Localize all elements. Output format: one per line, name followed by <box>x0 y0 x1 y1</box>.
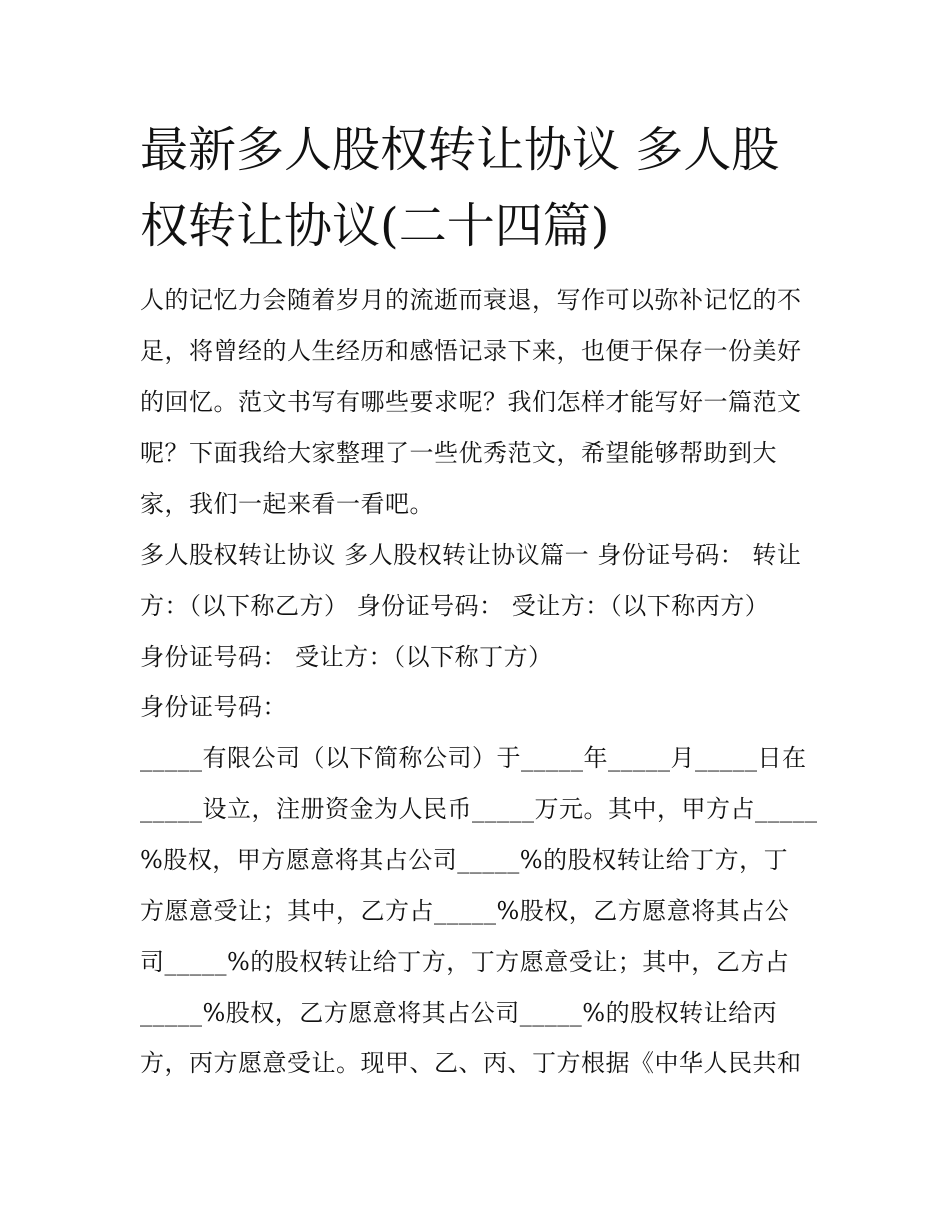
body-line-1: _____有限公司（以下简称公司）于_____年_____月_____日在 <box>140 744 807 772</box>
title-line-2: 权转让协议(二十四篇) <box>140 198 610 254</box>
document-title <box>140 112 820 264</box>
section-line-2: 方：（以下称乙方） 身份证号码： 受让方：（以下称丙方） <box>140 592 770 620</box>
body-line-7: 方，丙方愿意受让。现甲、乙、丙、丁方根据《中华人民共和 <box>140 1049 802 1077</box>
intro-line-5: 家，我们一起来看一看吧。 <box>140 490 434 518</box>
intro-line-2: 足，将曾经的人生经历和感悟记录下来，也便于保存一份美好 <box>140 337 802 365</box>
body-line-2: _____设立，注册资金为人民币_____万元。其中，甲方占_____ <box>140 795 818 823</box>
intro-line-4: 呢？下面我给大家整理了一些优秀范文，希望能够帮助到大 <box>140 439 777 467</box>
body-line-4: 方愿意受让；其中，乙方占_____%股权，乙方愿意将其占公 <box>140 897 790 925</box>
section-line-4: 身份证号码： <box>140 693 287 721</box>
section-line-3: 身份证号码： 受让方：（以下称丁方） <box>140 643 553 671</box>
intro-line-3: 的回忆。范文书写有哪些要求呢？我们怎样才能写好一篇范文 <box>140 388 802 416</box>
body-line-6: _____%股权，乙方愿意将其占公司_____%的股权转让给丙 <box>140 999 778 1027</box>
body-line-5: 司_____%的股权转让给丁方，丁方愿意受让；其中，乙方占 <box>140 948 790 976</box>
section-line-1: 多人股权转让协议 多人股权转让协议篇一 身份证号码： 转让 <box>140 541 802 569</box>
body-line-3: %股权，甲方愿意将其占公司_____%的股权转让给丁方，丁 <box>140 846 789 874</box>
intro-line-1: 人的记忆力会随着岁月的流逝而衰退，写作可以弥补记忆的不 <box>140 286 802 314</box>
title-line-1: 最新多人股权转让协议 多人股 <box>140 122 780 178</box>
